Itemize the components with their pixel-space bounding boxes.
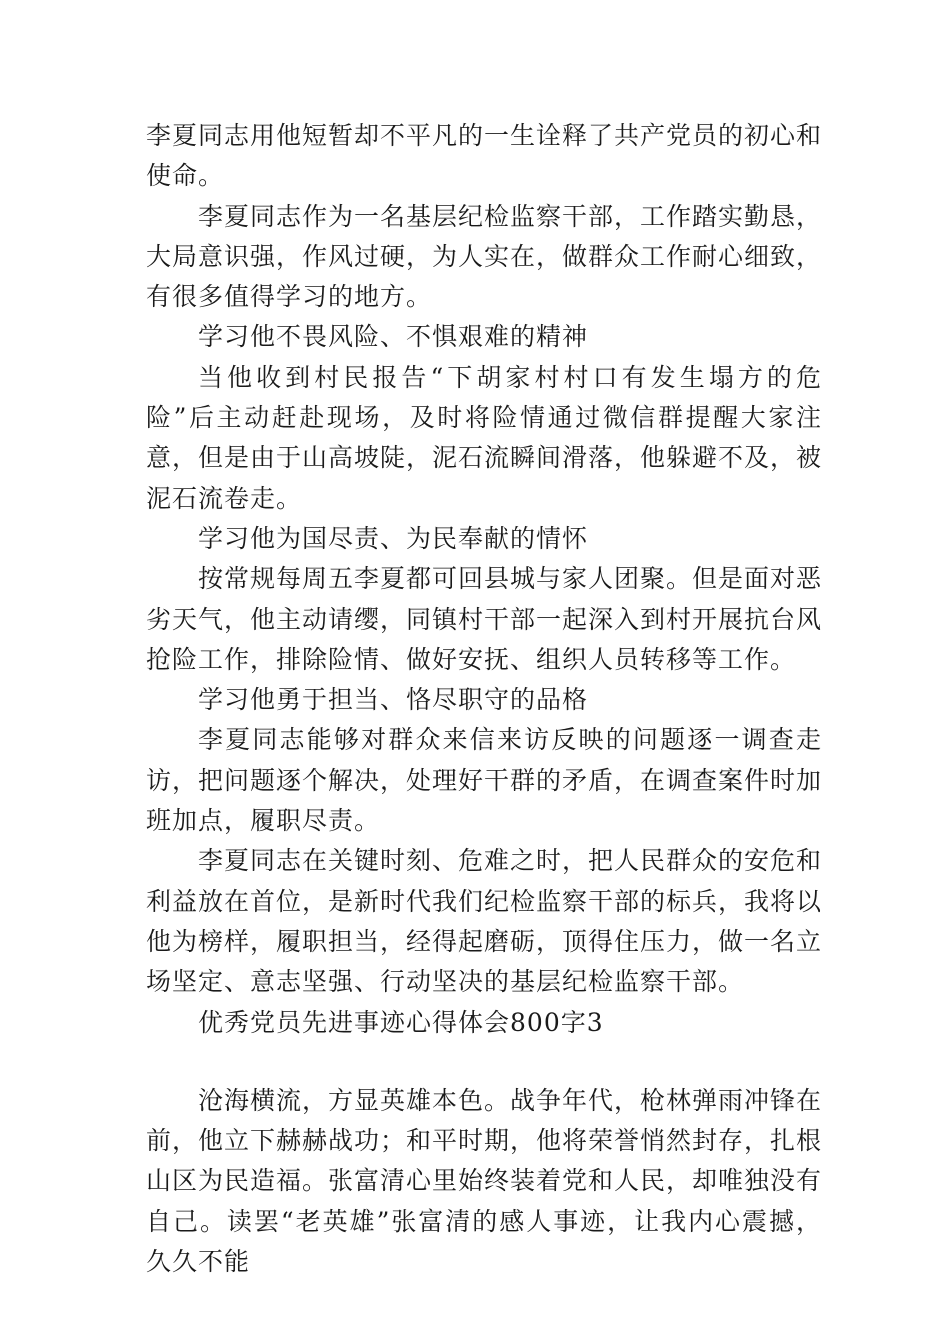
paragraph: 沧海横流，方显英雄本色。战争年代，枪林弹雨冲锋在前，他立下赫赫战功；和平时期，他将荣誉悄然封存，扎根山区为民造福。张富清心里始终装着党和人民，却唯独没有自己。读罢“老英雄”张富清的感人事迹，让我内心震撼，久久不能 bbox=[146, 1085, 823, 1277]
paragraph: 李夏同志在关键时刻、危难之时，把人民群众的安危和利益放在首位，是新时代我们纪检监察干部的标兵，我将以他为榜样，履职担当，经得起磨砺，顶得住压力，做一名立场坚定、意志坚强、行动坚决的基层纪检监察干部。 bbox=[146, 846, 823, 997]
paragraph: 李夏同志能够对群众来信来访反映的问题逐一调查走访，把问题逐个解决，处理好干群的矛盾，在调查案件时加班加点，履职尽责。 bbox=[146, 725, 823, 836]
paragraph: 当他收到村民报告“下胡家村村口有发生塌方的危险”后主动赶赴现场，及时将险情通过微信群提醒大家注意，但是由于山高坡陡，泥石流瞬间滑落，他躲避不及，被泥石流卷走。 bbox=[146, 362, 823, 513]
blank-line bbox=[146, 1043, 822, 1081]
paragraph: 按常规每周五李夏都可回县城与家人团聚。但是面对恶劣天气，他主动请缨，同镇村干部一起深入到村开展抗台风抢险工作，排除险情、做好安抚、组织人员转移等工作。 bbox=[146, 564, 823, 674]
section-heading: 学习他为国尽责、为民奉献的情怀 bbox=[198, 523, 589, 553]
paragraph-continuation: 李夏同志用他短暂却不平凡的一生诠释了共产党员的初心和使命。 bbox=[146, 121, 823, 191]
article-title: 优秀党员先进事迹心得体会800字3 bbox=[198, 1007, 604, 1037]
document-body bbox=[146, 116, 822, 1282]
section-heading: 学习他勇于担当、恪尽职守的品格 bbox=[198, 685, 589, 715]
section-heading: 学习他不畏风险、不惧艰难的精神 bbox=[198, 322, 589, 352]
paragraph: 李夏同志作为一名基层纪检监察干部，工作踏实勤恳，大局意识强，作风过硬，为人实在，做群众工作耐心细致，有很多值得学习的地方。 bbox=[146, 201, 823, 312]
